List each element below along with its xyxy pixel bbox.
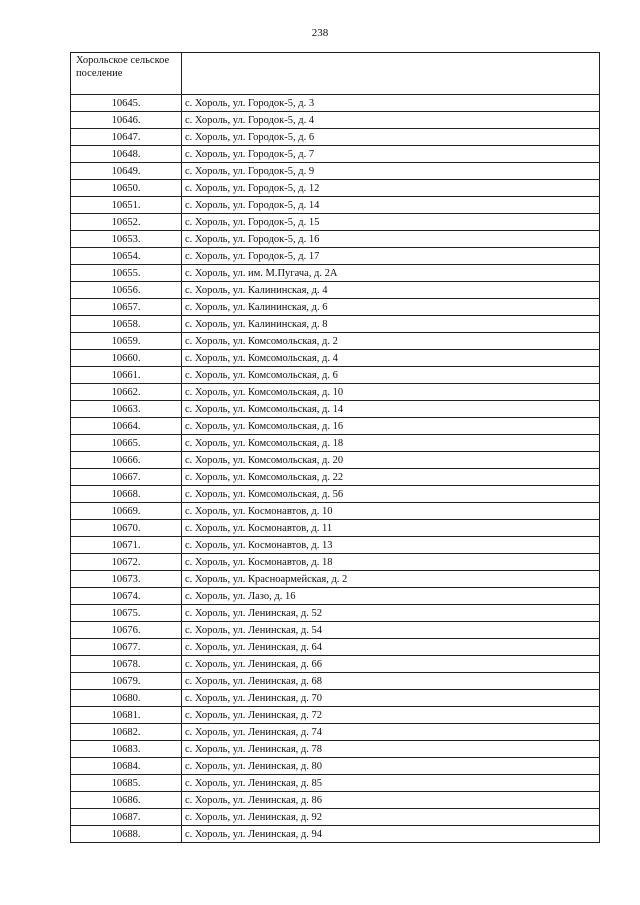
address-cell: с. Хороль, ул. Ленинская, д. 68: [182, 673, 600, 690]
table-row: [71, 537, 600, 554]
row-number-cell: 10665.: [71, 435, 182, 452]
row-number-cell: 10679.: [71, 673, 182, 690]
row-number-cell: 10661.: [71, 367, 182, 384]
address-cell: с. Хороль, ул. Ленинская, д. 74: [182, 724, 600, 741]
address-cell: с. Хороль, ул. Комсомольская, д. 6: [182, 367, 600, 384]
row-number-cell: 10646.: [71, 112, 182, 129]
row-number-cell: 10674.: [71, 588, 182, 605]
address-cell: с. Хороль, ул. Комсомольская, д. 2: [182, 333, 600, 350]
row-number-cell: 10668.: [71, 486, 182, 503]
table-row: [71, 112, 600, 129]
table-row: [71, 129, 600, 146]
table-row: [71, 163, 600, 180]
table-row: [71, 316, 600, 333]
row-number-cell: 10676.: [71, 622, 182, 639]
row-number-cell: 10681.: [71, 707, 182, 724]
address-cell: с. Хороль, ул. Городок-5, д. 15: [182, 214, 600, 231]
address-cell: с. Хороль, ул. Комсомольская, д. 16: [182, 418, 600, 435]
row-number-cell: 10686.: [71, 792, 182, 809]
row-number-cell: 10684.: [71, 758, 182, 775]
table-row: [71, 486, 600, 503]
address-cell: с. Хороль, ул. Комсомольская, д. 22: [182, 469, 600, 486]
row-number-cell: 10671.: [71, 537, 182, 554]
address-table: [70, 52, 600, 843]
address-cell: с. Хороль, ул. Городок-5, д. 14: [182, 197, 600, 214]
row-number-cell: 10678.: [71, 656, 182, 673]
row-number-cell: 10687.: [71, 809, 182, 826]
table-row: [71, 605, 600, 622]
table-body: [71, 53, 600, 843]
table-row: [71, 809, 600, 826]
table-row: [71, 299, 600, 316]
row-number-cell: 10666.: [71, 452, 182, 469]
row-number-cell: 10658.: [71, 316, 182, 333]
address-cell: с. Хороль, ул. Ленинская, д. 52: [182, 605, 600, 622]
row-number-cell: 10682.: [71, 724, 182, 741]
row-number-cell: 10654.: [71, 248, 182, 265]
row-number-cell: 10673.: [71, 571, 182, 588]
address-cell: с. Хороль, ул. Ленинская, д. 64: [182, 639, 600, 656]
address-cell: с. Хороль, ул. им. М.Пугача, д. 2А: [182, 265, 600, 282]
address-cell: с. Хороль, ул. Ленинская, д. 80: [182, 758, 600, 775]
table-row: [71, 384, 600, 401]
address-cell: с. Хороль, ул. Космонавтов, д. 13: [182, 537, 600, 554]
table-row: [71, 146, 600, 163]
table-row: [71, 180, 600, 197]
table-row: [71, 588, 600, 605]
table-row: [71, 469, 600, 486]
row-number-cell: 10656.: [71, 282, 182, 299]
address-cell: с. Хороль, ул. Комсомольская, д. 14: [182, 401, 600, 418]
table-row: [71, 571, 600, 588]
address-cell: с. Хороль, ул. Городок-5, д. 4: [182, 112, 600, 129]
table-row: [71, 639, 600, 656]
table-row: [71, 214, 600, 231]
address-cell: с. Хороль, ул. Комсомольская, д. 18: [182, 435, 600, 452]
row-number-cell: 10648.: [71, 146, 182, 163]
table-row: [71, 520, 600, 537]
table-row: [71, 724, 600, 741]
table-row: [71, 333, 600, 350]
address-cell: с. Хороль, ул. Ленинская, д. 66: [182, 656, 600, 673]
table-row: [71, 707, 600, 724]
row-number-cell: 10663.: [71, 401, 182, 418]
row-number-cell: 10672.: [71, 554, 182, 571]
section-header-cell: Хорольское сельское поселение: [71, 53, 182, 95]
table-row: [71, 367, 600, 384]
row-number-cell: 10652.: [71, 214, 182, 231]
address-cell: с. Хороль, ул. Комсомольская, д. 20: [182, 452, 600, 469]
table-row: [71, 758, 600, 775]
row-number-cell: 10650.: [71, 180, 182, 197]
table-row: [71, 622, 600, 639]
table-row: [71, 265, 600, 282]
address-cell: с. Хороль, ул. Ленинская, д. 92: [182, 809, 600, 826]
address-cell: с. Хороль, ул. Красноармейская, д. 2: [182, 571, 600, 588]
table-row: [71, 418, 600, 435]
table-row: [71, 401, 600, 418]
address-cell: с. Хороль, ул. Ленинская, д. 72: [182, 707, 600, 724]
address-cell: с. Хороль, ул. Ленинская, д. 85: [182, 775, 600, 792]
address-cell: с. Хороль, ул. Городок-5, д. 12: [182, 180, 600, 197]
page-number: 238: [311, 27, 329, 39]
table-row: [71, 95, 600, 112]
section-header-empty-cell: [182, 53, 600, 95]
row-number-cell: 10667.: [71, 469, 182, 486]
address-cell: с. Хороль, ул. Калининская, д. 8: [182, 316, 600, 333]
address-cell: с. Хороль, ул. Калининская, д. 6: [182, 299, 600, 316]
table-row: [71, 673, 600, 690]
row-number-cell: 10660.: [71, 350, 182, 367]
table-row: [71, 503, 600, 520]
row-number-cell: 10683.: [71, 741, 182, 758]
table-row: [71, 435, 600, 452]
address-cell: с. Хороль, ул. Ленинская, д. 94: [182, 826, 600, 843]
address-cell: с. Хороль, ул. Ленинская, д. 78: [182, 741, 600, 758]
address-cell: с. Хороль, ул. Комсомольская, д. 56: [182, 486, 600, 503]
address-cell: с. Хороль, ул. Космонавтов, д. 11: [182, 520, 600, 537]
row-number-cell: 10677.: [71, 639, 182, 656]
table-row: [71, 554, 600, 571]
row-number-cell: 10657.: [71, 299, 182, 316]
row-number-cell: 10670.: [71, 520, 182, 537]
address-cell: с. Хороль, ул. Ленинская, д. 86: [182, 792, 600, 809]
row-number-cell: 10651.: [71, 197, 182, 214]
row-number-cell: 10645.: [71, 95, 182, 112]
table-row: [71, 452, 600, 469]
address-cell: с. Хороль, ул. Космонавтов, д. 10: [182, 503, 600, 520]
table-row: [71, 826, 600, 843]
row-number-cell: 10647.: [71, 129, 182, 146]
table-row: [71, 656, 600, 673]
table-row: [71, 741, 600, 758]
table-row: [71, 248, 600, 265]
row-number-cell: 10685.: [71, 775, 182, 792]
row-number-cell: 10655.: [71, 265, 182, 282]
address-cell: с. Хороль, ул. Комсомольская, д. 10: [182, 384, 600, 401]
row-number-cell: 10649.: [71, 163, 182, 180]
row-number-cell: 10659.: [71, 333, 182, 350]
row-number-cell: 10653.: [71, 231, 182, 248]
row-number-cell: 10664.: [71, 418, 182, 435]
address-cell: с. Хороль, ул. Лазо, д. 16: [182, 588, 600, 605]
address-cell: с. Хороль, ул. Калининская, д. 4: [182, 282, 600, 299]
row-number-cell: 10680.: [71, 690, 182, 707]
table-row: [71, 775, 600, 792]
table-row: [71, 792, 600, 809]
row-number-cell: 10662.: [71, 384, 182, 401]
table-row: [71, 197, 600, 214]
table-row: [71, 350, 600, 367]
address-cell: с. Хороль, ул. Ленинская, д. 54: [182, 622, 600, 639]
address-cell: с. Хороль, ул. Ленинская, д. 70: [182, 690, 600, 707]
row-number-cell: 10669.: [71, 503, 182, 520]
row-number-cell: 10675.: [71, 605, 182, 622]
address-cell: с. Хороль, ул. Городок-5, д. 16: [182, 231, 600, 248]
table-row: [71, 231, 600, 248]
table-row: [71, 282, 600, 299]
address-cell: с. Хороль, ул. Городок-5, д. 3: [182, 95, 600, 112]
table-row: [71, 690, 600, 707]
address-cell: с. Хороль, ул. Городок-5, д. 7: [182, 146, 600, 163]
section-header-row: [71, 53, 600, 95]
address-cell: с. Хороль, ул. Городок-5, д. 6: [182, 129, 600, 146]
address-cell: с. Хороль, ул. Городок-5, д. 17: [182, 248, 600, 265]
address-cell: с. Хороль, ул. Городок-5, д. 9: [182, 163, 600, 180]
address-cell: с. Хороль, ул. Космонавтов, д. 18: [182, 554, 600, 571]
address-cell: с. Хороль, ул. Комсомольская, д. 4: [182, 350, 600, 367]
row-number-cell: 10688.: [71, 826, 182, 843]
